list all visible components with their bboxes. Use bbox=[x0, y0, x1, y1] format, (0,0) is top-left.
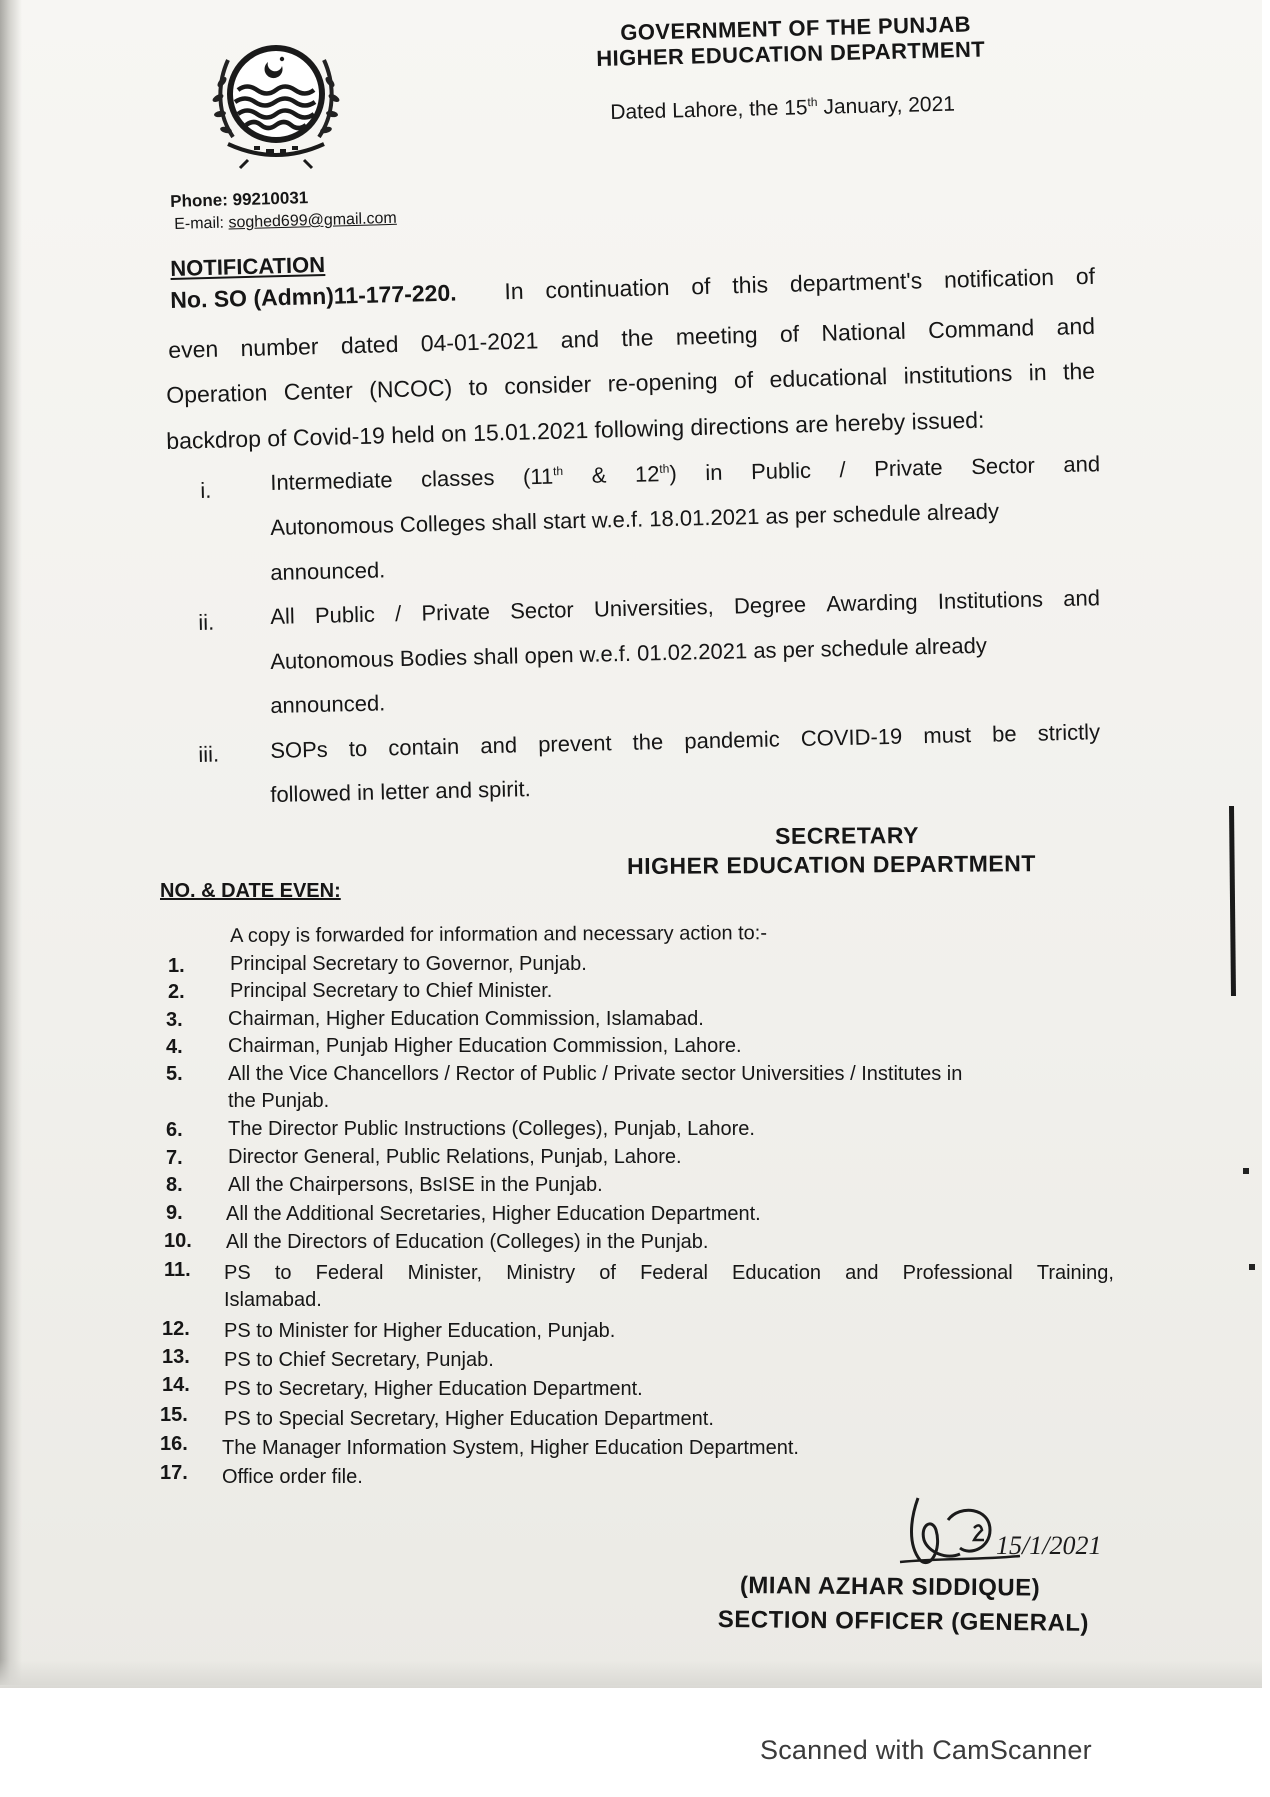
distribution-item-continuation: Islamabad. bbox=[224, 1289, 322, 1311]
distribution-item-number: 12. bbox=[162, 1318, 190, 1340]
word: institutions bbox=[903, 359, 1013, 389]
word: re-opening bbox=[607, 367, 718, 397]
word: educational bbox=[769, 363, 888, 393]
distribution-item-text: Director General, Public Relations, Punjab, Lahore. bbox=[228, 1146, 682, 1168]
notification-number: No. SO (Admn)11-177-220. bbox=[170, 279, 457, 313]
word: of bbox=[1075, 262, 1096, 290]
distribution-item-number: 6. bbox=[166, 1119, 183, 1141]
direction-ii-line-3: announced. bbox=[270, 690, 386, 718]
direction-i-line-3: announced. bbox=[270, 557, 386, 585]
distribution-item-text: Office order file. bbox=[222, 1466, 363, 1488]
word: and bbox=[1063, 451, 1101, 477]
paper-shadow-bottom bbox=[0, 1660, 1262, 1688]
direction-i-line-2: Autonomous Colleges shall start w.e.f. 18.01.2021 as per schedule already bbox=[270, 498, 1000, 540]
signatory-title: SECTION OFFICER (GENERAL) bbox=[717, 1606, 1090, 1637]
word: (NCOC) bbox=[368, 374, 453, 403]
dated-superscript: th bbox=[807, 94, 818, 110]
distribution-item-number: 13. bbox=[162, 1346, 190, 1368]
word: prevent bbox=[537, 730, 612, 757]
word: continuation bbox=[545, 273, 670, 304]
distribution-item-text: All the Additional Secretaries, Higher Education Department. bbox=[226, 1203, 761, 1225]
distribution-item-text: All the Vice Chancellors / Rector of Public / Private sector Universities / Institutes in bbox=[228, 1063, 963, 1085]
camscanner-watermark: Scanned with CamScanner bbox=[760, 1735, 1092, 1765]
word: notification bbox=[943, 263, 1055, 293]
word: Private bbox=[873, 454, 943, 482]
distribution-item-number: 5. bbox=[166, 1063, 183, 1085]
distribution-item-text: PS to Chief Secretary, Punjab. bbox=[224, 1349, 494, 1371]
distribution-item-text: Principal Secretary to Chief Minister. bbox=[230, 980, 553, 1002]
word: and bbox=[480, 732, 518, 759]
word: Sector bbox=[509, 597, 575, 624]
direction-numeral-iii: iii. bbox=[198, 741, 220, 767]
direction-numeral-ii: ii. bbox=[198, 609, 215, 635]
distribution-item-text: PS to Special Secretary, Higher Education Department. bbox=[224, 1408, 714, 1430]
distribution-item-text: PS to Minister for Higher Education, Punjab. bbox=[224, 1320, 616, 1342]
secretary-title: SECRETARY bbox=[775, 821, 919, 849]
word: Federal bbox=[315, 1262, 384, 1284]
direction-iii-line-2: followed in letter and spirit. bbox=[270, 776, 531, 807]
distribution-item-number: 1. bbox=[168, 955, 185, 977]
phone-label: Phone: bbox=[170, 190, 229, 211]
word: Training, bbox=[1036, 1262, 1114, 1284]
word: contain bbox=[388, 733, 460, 761]
distribution-item-text: All the Chairpersons, BsISE in the Punjab. bbox=[228, 1174, 603, 1196]
distribution-item-text: All the Directors of Education (Colleges) in the Punjab. bbox=[226, 1231, 709, 1253]
distribution-item-number: 9. bbox=[166, 1202, 183, 1224]
secretary-department: HIGHER EDUCATION DEPARTMENT bbox=[627, 850, 1036, 879]
word: 04-01-2021 bbox=[420, 327, 539, 357]
word: Public bbox=[750, 457, 812, 485]
ordinal-suffix: th bbox=[659, 461, 670, 476]
word: of bbox=[690, 272, 711, 300]
distribution-item-text: PS to Secretary, Higher Education Department. bbox=[224, 1378, 643, 1400]
word: of bbox=[733, 366, 754, 394]
distribution-item-continuation: the Punjab. bbox=[228, 1090, 330, 1112]
signatory-name: (MIAN AZHAR SIDDIQUE) bbox=[739, 1572, 1041, 1602]
word: Degree bbox=[733, 591, 807, 619]
distribution-item-number: 7. bbox=[166, 1147, 183, 1169]
word: dated bbox=[340, 330, 399, 359]
word: Universities, bbox=[593, 593, 715, 622]
distribution-item-number: 16. bbox=[160, 1433, 188, 1455]
word: to bbox=[274, 1262, 292, 1284]
word: meeting bbox=[675, 321, 758, 350]
government-emblem-logo bbox=[188, 42, 364, 172]
word: and bbox=[560, 325, 600, 353]
word: this bbox=[731, 271, 769, 299]
notification-heading: NOTIFICATION bbox=[170, 251, 326, 281]
word: pandemic bbox=[684, 726, 780, 754]
email-address: soghed699@gmail.com bbox=[228, 209, 397, 232]
word: Minister, bbox=[407, 1262, 483, 1284]
word: be bbox=[991, 721, 1017, 747]
dated-prefix: Dated Lahore, the 15 bbox=[610, 96, 808, 124]
distribution-item-number: 10. bbox=[164, 1230, 192, 1252]
word: (11th bbox=[522, 463, 564, 490]
phone-number: 99210031 bbox=[232, 188, 309, 210]
word: department's bbox=[789, 267, 923, 297]
distribution-item-number: 4. bbox=[166, 1036, 183, 1058]
word: and bbox=[845, 1262, 879, 1284]
paper-shadow-left bbox=[0, 0, 22, 1685]
word: must bbox=[923, 722, 972, 749]
margin-dot-mark bbox=[1249, 1264, 1255, 1270]
word: classes bbox=[420, 464, 495, 492]
word: even bbox=[168, 335, 219, 363]
distribution-item-text: Principal Secretary to Governor, Punjab. bbox=[230, 953, 587, 975]
distribution-item-text: Chairman, Punjab Higher Education Commission, Lahore. bbox=[228, 1035, 742, 1057]
word: the bbox=[1062, 357, 1096, 385]
word: Institutions bbox=[937, 586, 1044, 614]
word: the bbox=[621, 324, 654, 352]
word: Awarding bbox=[826, 589, 918, 617]
word: Public bbox=[314, 601, 376, 628]
word: SOPs bbox=[270, 736, 329, 763]
word: All bbox=[270, 603, 296, 629]
word: & bbox=[591, 462, 607, 488]
word: number bbox=[240, 333, 319, 362]
word: of bbox=[779, 320, 800, 347]
notification-body-line-4: backdrop of Covid-19 held on 15.01.2021 following directions are hereby issued: bbox=[166, 406, 985, 454]
word: National bbox=[821, 317, 907, 346]
word: Sector bbox=[970, 452, 1036, 480]
distribution-item-number: 2. bbox=[168, 981, 185, 1003]
distribution-item-text: Chairman, Higher Education Commission, Islamabad. bbox=[228, 1008, 704, 1030]
phone-line bbox=[170, 188, 308, 212]
word: and bbox=[1056, 312, 1096, 340]
distribution-item-text: The Manager Information System, Higher Education Department. bbox=[222, 1437, 799, 1459]
word: in bbox=[1028, 358, 1047, 386]
word: of bbox=[599, 1262, 616, 1284]
word: Ministry bbox=[506, 1262, 576, 1284]
email-label: E-mail: bbox=[174, 214, 225, 233]
word: COVID-19 bbox=[800, 723, 903, 751]
word: 12th) bbox=[634, 460, 678, 487]
word: Federal bbox=[640, 1262, 708, 1284]
word: the bbox=[632, 729, 664, 755]
word: strictly bbox=[1037, 719, 1101, 746]
word: consider bbox=[503, 370, 592, 400]
header-department-title: HIGHER EDUCATION DEPARTMENT bbox=[596, 36, 986, 71]
direction-ii-line-2: Autonomous Bodies shall open w.e.f. 01.02.2021 as per schedule already bbox=[270, 632, 988, 674]
distribution-item-text bbox=[224, 1262, 1114, 1285]
word: / bbox=[394, 601, 402, 627]
distribution-item-number: 11. bbox=[164, 1259, 191, 1281]
word: In bbox=[504, 277, 524, 305]
word: and bbox=[1062, 585, 1101, 611]
distribution-item-number: 14. bbox=[162, 1374, 190, 1396]
word: Professional bbox=[902, 1262, 1013, 1284]
word: to bbox=[468, 373, 489, 401]
direction-numeral-i: i. bbox=[200, 477, 212, 503]
word: / bbox=[839, 456, 846, 483]
handwritten-date: 15/1/2021 bbox=[996, 1531, 1102, 1560]
distribution-item-text: The Director Public Instructions (Colleges), Punjab, Lahore. bbox=[228, 1118, 755, 1140]
word: Command bbox=[927, 314, 1035, 344]
margin-dot-mark bbox=[1243, 1168, 1249, 1174]
dated-suffix: January, 2021 bbox=[817, 92, 956, 119]
distribution-intro: A copy is forwarded for information and necessary action to:- bbox=[230, 922, 768, 947]
word: PS bbox=[224, 1262, 251, 1284]
distribution-item-number: 17. bbox=[160, 1462, 188, 1484]
distribution-heading: NO. & DATE EVEN: bbox=[160, 880, 341, 902]
word: Intermediate bbox=[270, 467, 393, 495]
distribution-item-number: 15. bbox=[160, 1404, 188, 1426]
ordinal-suffix: th bbox=[552, 464, 564, 479]
header-government-title: GOVERNMENT OF THE PUNJAB bbox=[620, 11, 972, 45]
distribution-item-number: 3. bbox=[166, 1009, 183, 1031]
word: Private bbox=[421, 599, 491, 626]
word: Education bbox=[732, 1262, 821, 1284]
word: in bbox=[705, 459, 723, 486]
word: Operation bbox=[166, 379, 268, 408]
word: Center bbox=[283, 377, 354, 405]
word: to bbox=[348, 735, 368, 762]
distribution-item-number: 8. bbox=[166, 1174, 183, 1196]
